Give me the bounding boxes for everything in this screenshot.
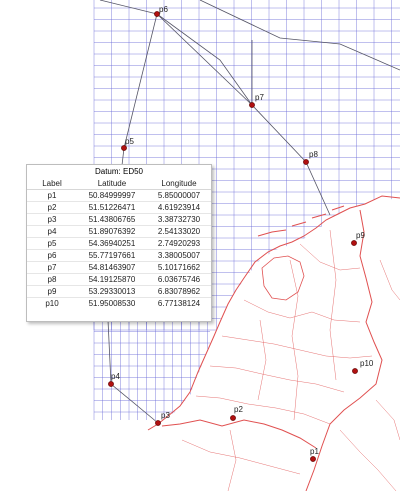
row-latitude: 55.77197661 (77, 250, 147, 262)
row-longitude: 6.77138124 (147, 298, 211, 310)
row-label: p5 (27, 238, 77, 250)
point-marker[interactable] (155, 420, 160, 425)
point-label: p7 (255, 93, 264, 102)
datum-table-panel (26, 164, 212, 322)
table-header-row (27, 178, 211, 190)
point-marker[interactable] (249, 102, 254, 107)
table-row (27, 202, 211, 214)
row-latitude: 54.36940251 (77, 238, 147, 250)
point-label: p1 (310, 447, 319, 456)
point-p4[interactable] (108, 372, 120, 387)
point-marker[interactable] (352, 368, 357, 373)
row-longitude: 6.83078962 (147, 286, 211, 298)
datum-title: Datum: ED50 (94, 167, 144, 176)
row-latitude: 54.81463907 (77, 262, 147, 274)
point-label: p5 (125, 137, 134, 146)
table-row (27, 250, 211, 262)
row-longitude: 2.54133020 (147, 226, 211, 238)
row-latitude: 51.95008530 (77, 298, 147, 310)
row-latitude: 50.84999997 (77, 190, 147, 202)
point-label: p4 (111, 372, 120, 381)
point-label: p3 (161, 411, 170, 420)
table-row (27, 262, 211, 274)
row-longitude: 5.85000007 (147, 190, 211, 202)
row-label: p3 (27, 214, 77, 226)
point-marker[interactable] (108, 381, 113, 386)
table-row (27, 274, 211, 286)
column-header-label: Label (27, 178, 77, 190)
point-marker[interactable] (121, 145, 126, 150)
row-label: p4 (27, 226, 77, 238)
point-label: p8 (309, 150, 318, 159)
row-label: p1 (27, 190, 77, 202)
row-longitude: 3.38732730 (147, 214, 211, 226)
column-header-latitude: Latitude (77, 178, 147, 190)
row-longitude: 6.03675746 (147, 274, 211, 286)
point-label: p6 (159, 5, 168, 14)
table-row (27, 298, 211, 310)
row-latitude: 51.89076392 (77, 226, 147, 238)
row-longitude: 5.10171662 (147, 262, 211, 274)
row-label: p10 (27, 298, 77, 310)
point-label: p2 (234, 405, 243, 414)
point-marker[interactable] (230, 415, 235, 420)
coordinates-table (27, 178, 211, 309)
row-label: p9 (27, 286, 77, 298)
row-latitude: 54.19125870 (77, 274, 147, 286)
table-row (27, 190, 211, 202)
row-label: p2 (27, 202, 77, 214)
row-longitude: 2.74920293 (147, 238, 211, 250)
row-latitude: 51.51226471 (77, 202, 147, 214)
table-row (27, 286, 211, 298)
table-row (27, 226, 211, 238)
row-latitude: 51.43806765 (77, 214, 147, 226)
table-row (27, 238, 211, 250)
point-label: p9 (356, 231, 365, 240)
table-row (27, 214, 211, 226)
point-p6[interactable] (154, 5, 168, 17)
point-marker[interactable] (310, 456, 315, 461)
row-label: p7 (27, 262, 77, 274)
column-header-longitude: Longitude (147, 178, 211, 190)
row-latitude: 53.29330013 (77, 286, 147, 298)
point-label: p10 (360, 359, 374, 368)
point-p5[interactable] (121, 137, 134, 151)
row-label: p8 (27, 274, 77, 286)
row-longitude: 3.38005007 (147, 250, 211, 262)
row-longitude: 4.61923914 (147, 202, 211, 214)
point-marker[interactable] (303, 159, 308, 164)
row-label: p6 (27, 250, 77, 262)
point-marker[interactable] (351, 240, 356, 245)
